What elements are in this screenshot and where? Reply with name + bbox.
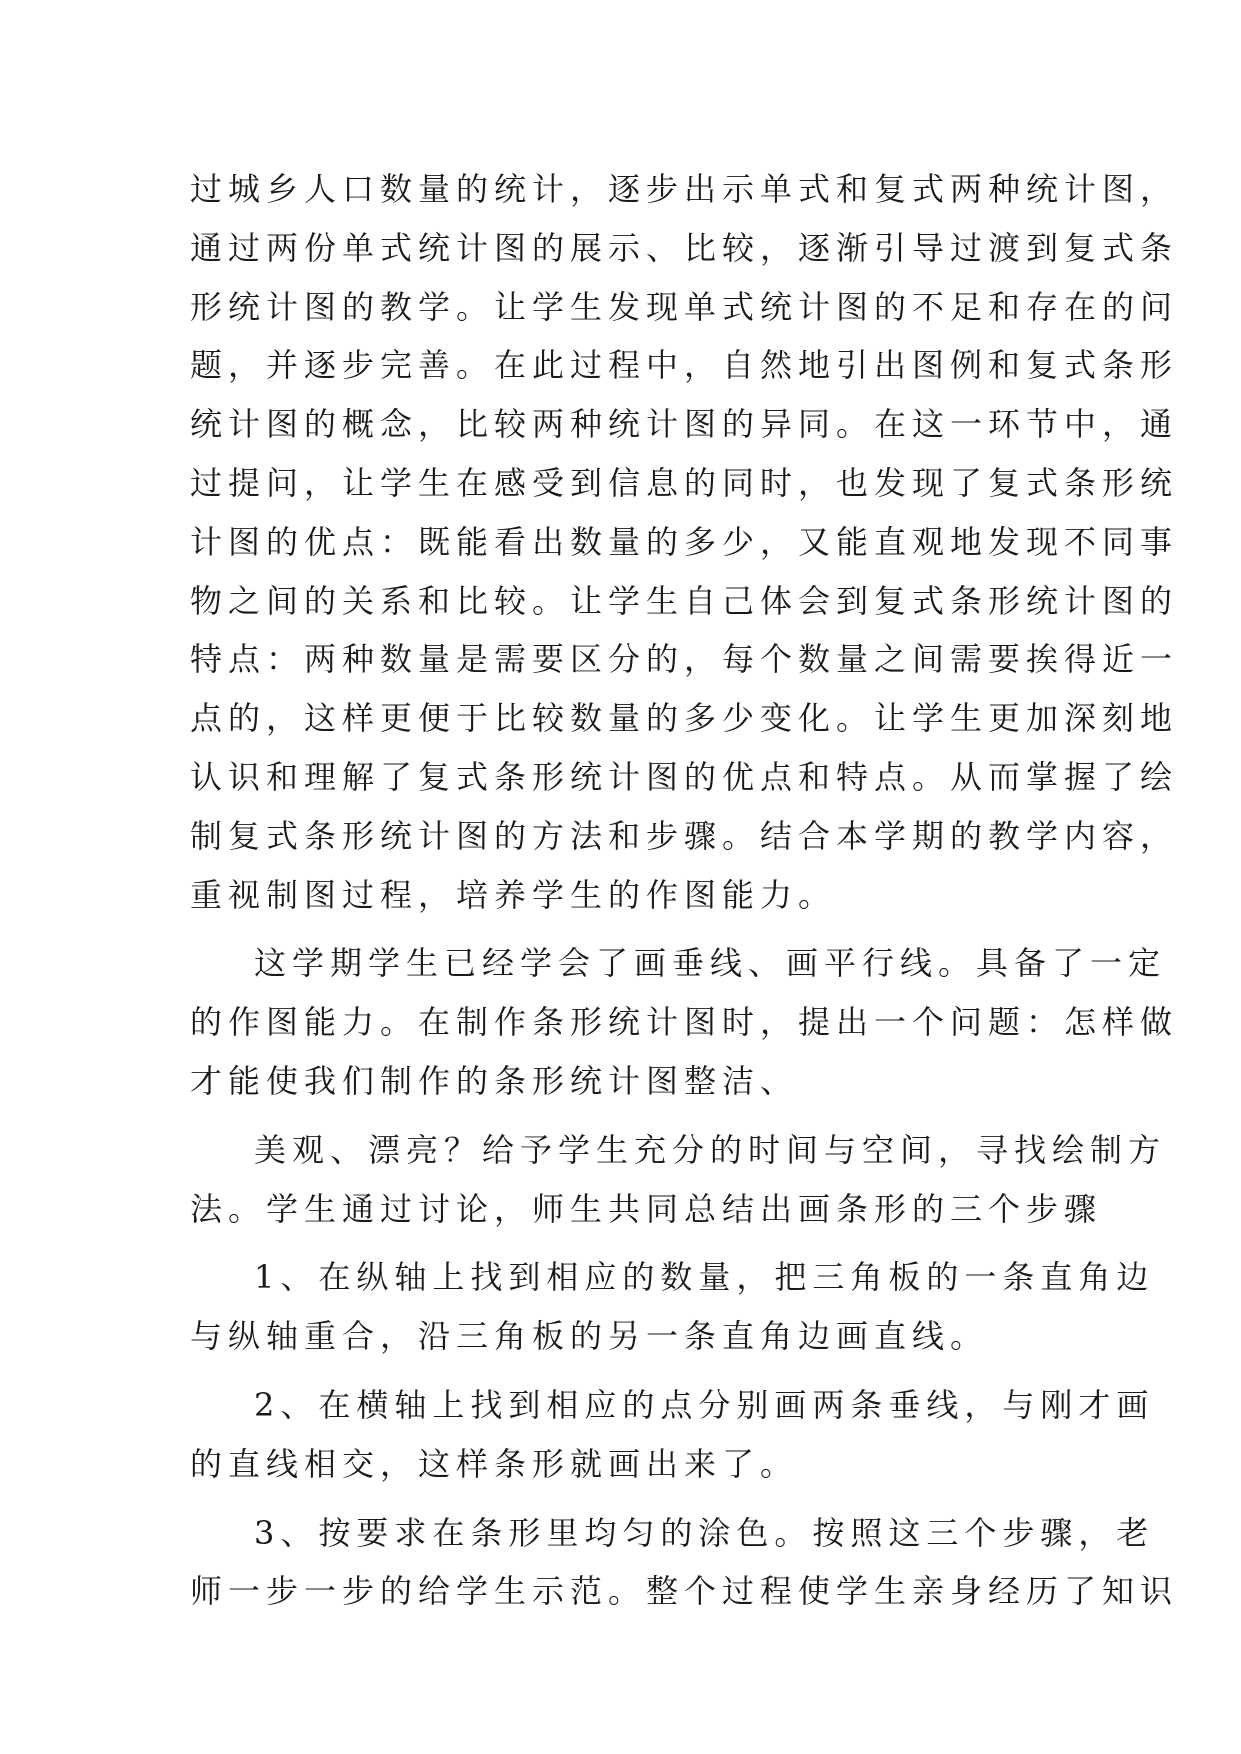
text-line: 特点：两种数量是需要区分的，每个数量之间需要挨得近一	[190, 640, 1179, 679]
text-line: 通过两份单式统计图的展示、比较，逐渐引导过渡到复式条	[190, 228, 1179, 267]
text-line: 过提问，让学生在感受到信息的同时，也发现了复式条形统	[190, 463, 1179, 502]
text-line: 题，并逐步完善。在此过程中，自然地引出图例和复式条形	[190, 346, 1179, 385]
body-text	[190, 160, 1179, 1621]
text-line: 认识和理解了复式条形统计图的优点和特点。从而掌握了绘	[190, 757, 1179, 796]
text-line: 的作图能力。在制作条形统计图时，提出一个问题：怎样做	[190, 1003, 1179, 1042]
text-line: 物之间的关系和比较。让学生自己体会到复式条形统计图的	[190, 581, 1179, 620]
text-line: 制复式条形统计图的方法和步骤。结合本学期的教学内容，	[190, 816, 1179, 855]
text-line: 2、在横轴上找到相应的点分别画两条垂线，与刚才画	[254, 1385, 1155, 1424]
text-line: 的直线相交，这样条形就画出来了。	[190, 1444, 799, 1483]
text-line: 美观、漂亮？给予学生充分的时间与空间，寻找绘制方	[254, 1130, 1167, 1169]
text-line: 与纵轴重合，沿三角板的另一条直角边画直线。	[190, 1317, 989, 1356]
text-line: 法。学生通过讨论，师生共同总结出画条形的三个步骤	[190, 1189, 1103, 1228]
text-line: 计图的优点：既能看出数量的多少，又能直观地发现不同事	[190, 522, 1179, 561]
text-line: 点的，这样更便于比较数量的多少变化。让学生更加深刻地	[190, 699, 1179, 738]
text-line: 统计图的概念，比较两种统计图的异同。在这一环节中，通	[190, 405, 1179, 444]
text-line: 形统计图的教学。让学生发现单式统计图的不足和存在的问	[190, 287, 1179, 326]
text-line: 1、在纵轴上找到相应的数量，把三角板的一条直角边	[254, 1258, 1155, 1297]
text-line: 才能使我们制作的条形统计图整洁、	[190, 1061, 799, 1100]
text-line: 师一步一步的给学生示范。整个过程使学生亲身经历了知识	[190, 1572, 1179, 1611]
text-line: 重视制图过程，培养学生的作图能力。	[190, 875, 837, 914]
text-line: 过城乡人口数量的统计，逐步出示单式和复式两种统计图，	[190, 170, 1179, 208]
text-line: 3、按要求在条形里均匀的涂色。按照这三个步骤，老	[254, 1513, 1155, 1552]
text-line: 这学期学生已经学会了画垂线、画平行线。具备了一定	[254, 944, 1167, 983]
